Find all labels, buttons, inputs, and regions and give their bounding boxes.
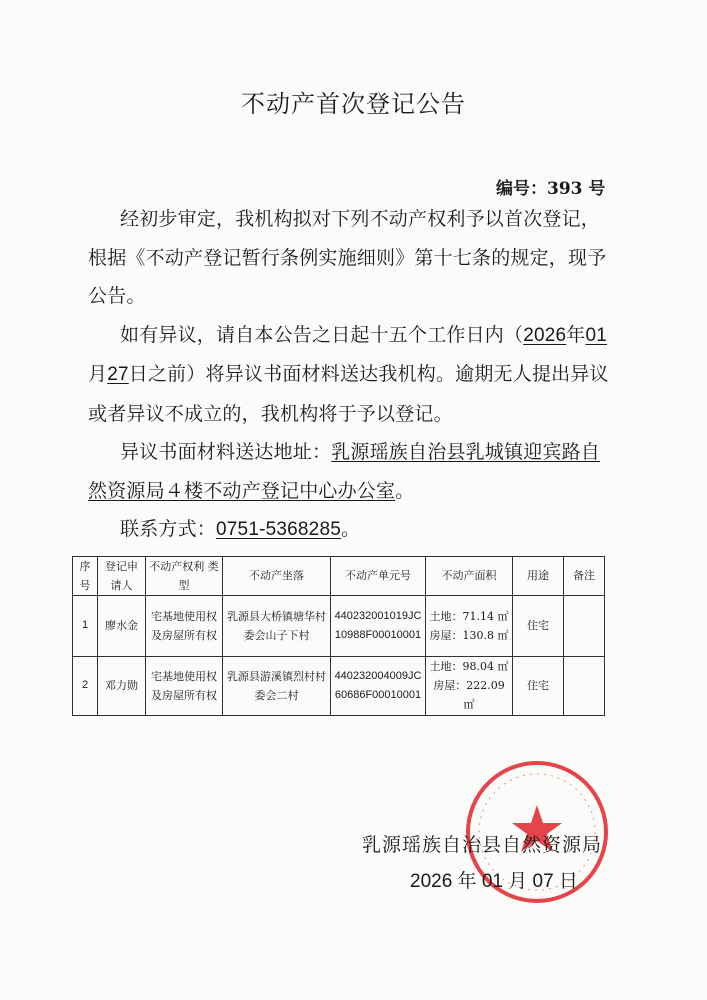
row-area [426,595,513,656]
registration-table [72,556,605,716]
year-unit: 年 [566,323,586,346]
paragraph-review: 经初步审定，我机构拟对下列不动产权利予以首次登记，根据《不动产登记暂行条例实施细则》第十七条的规定，现予公告。 [88,208,607,307]
contact-end: 。 [340,518,361,540]
table-header-row [73,556,605,595]
header-use: 用途 [513,556,564,595]
issuer-signature: 乳源瑶族自治县自然资源局 [362,834,603,856]
row-unit-no: 440232001019JC10988F00010001 [331,595,426,656]
row-right-type: 宅基地使用权及房屋所有权 [146,595,223,656]
deadline-year: 2026 [523,324,567,346]
row-no: 2 [73,656,98,715]
land-area: 土地：98.04 ㎡ [429,660,509,673]
contact-label: 联系方式： [120,518,217,540]
objection-text: 如有异议，请自本公告之日起十五个工作日内（ [120,323,524,346]
document-number: 编号：393 号 [496,179,606,199]
row-right-type: 宅基地使用权及房屋所有权 [146,656,223,715]
issue-date: 2026 年 01 月 07 日 [410,871,578,892]
deadline-day: 27 [107,364,129,385]
paragraph-contact [88,510,612,550]
month-unit: 月 [88,363,108,385]
contact-phone: 0751-5368285 [216,519,341,540]
paragraph-address [88,433,612,510]
header-area: 不动产面积 [426,556,513,595]
row-unit-no: 440232004009JC60686F00010001 [331,656,426,715]
header-applicant: 登记申请人 [98,556,146,595]
header-location: 不动产坐落 [223,556,331,595]
row-use: 住宅 [513,595,564,656]
header-note: 备注 [564,556,605,595]
land-area: 土地：71.14 ㎡ [429,609,509,623]
row-no: 1 [73,595,98,656]
row-applicant: 邓力勋 [98,656,146,715]
address-label: 异议书面材料送达地址： [120,441,332,463]
notice-body [72,200,612,716]
page-title: 不动产首次登记公告 [241,90,466,118]
header-unit-no: 不动产单元号 [331,556,426,595]
row-note [564,656,605,715]
row-location: 乳源县大桥镇塘华村委会山子下村 [223,595,331,656]
row-location: 乳源县游溪镇烈村村委会二村 [223,656,331,715]
row-applicant: 廖水金 [98,595,146,656]
paragraph-objection [88,316,612,434]
header-right-type: 不动产权利 类型 [146,556,223,595]
address: 乳源瑶族自治县乳城镇迎宾路自然资源局４楼不动产登记中心办公室 [88,441,601,502]
house-area: 房屋：130.8 ㎡ [429,628,509,642]
objection-text-end: 日之前）将异议书面材料送达我机构。逾期无人提出异议或者异议不成立的，我机构将于予以登记。 [88,363,609,425]
row-note [564,595,605,656]
deadline-month: 01 [585,324,608,346]
table-row [73,656,605,715]
header-no: 序号 [73,556,98,595]
row-use: 住宅 [513,656,564,715]
table-row [73,595,605,656]
address-end: 。 [395,479,415,502]
house-area: 房屋：222.09 ㎡ [433,679,505,711]
row-area [426,656,513,715]
